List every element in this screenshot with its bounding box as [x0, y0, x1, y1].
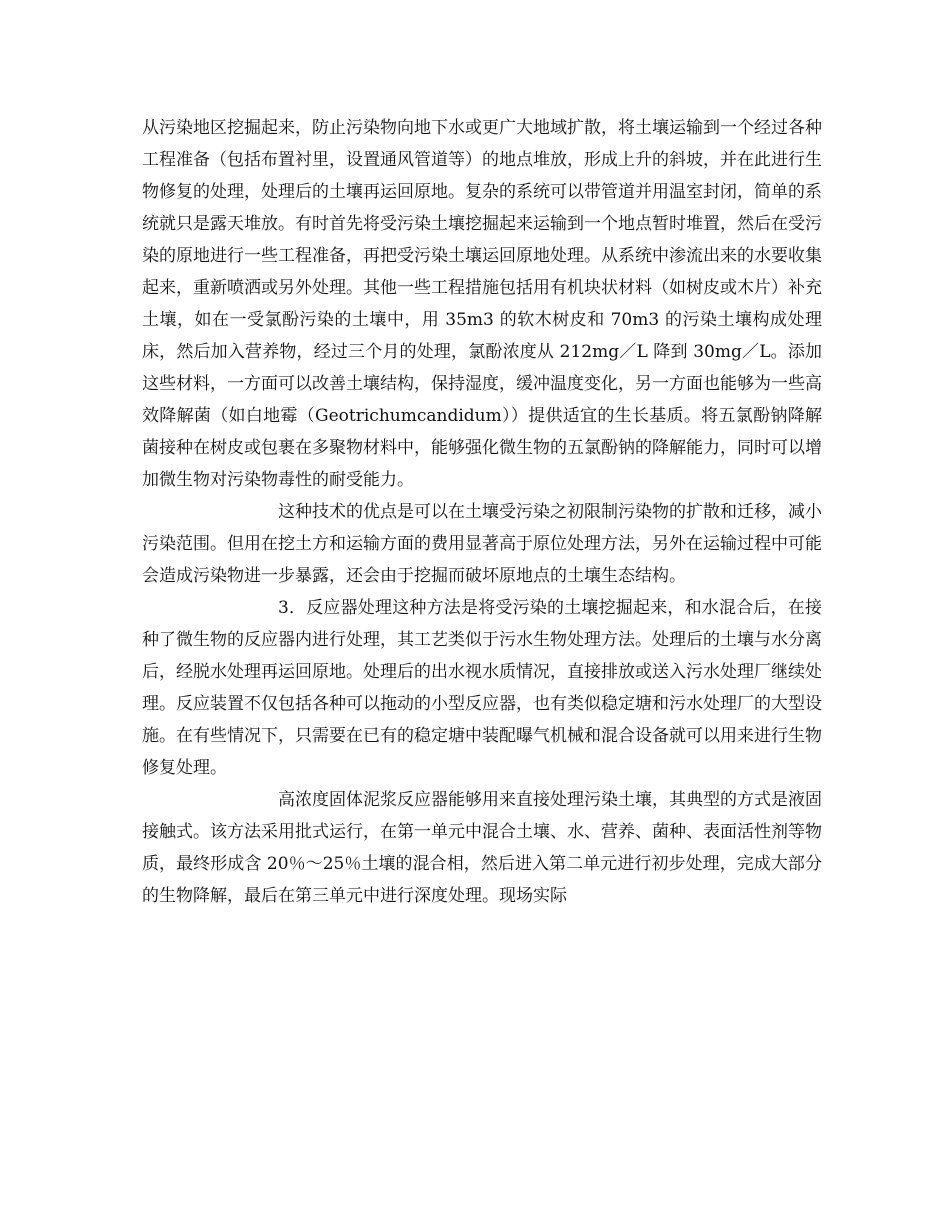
document-body	[142, 112, 822, 912]
paragraph-4: 高浓度固体泥浆反应器能够用来直接处理污染土壤，其典型的方式是液固接触式。该方法采用批式运行，在第一单元中混合土壤、水、营养、菌种、表面活性剂等物质，最终形成含 20％～25％土壤的混合相，然后进入第二单元进行初步处理，完成大部分的生物降解，最后在第三单元中进行深度处理。现场实际	[142, 790, 822, 906]
paragraph-1: 从污染地区挖掘起来，防止污染物向地下水或更广大地域扩散，将土壤运输到一个经过各种工程准备（包括布置衬里，设置通风管道等）的地点堆放，形成上升的斜坡，并在此进行生物修复的处理，处理后的土壤再运回原地。复杂的系统可以带管道并用温室封闭，简单的系统就只是露天堆放。有时首先将受污染土壤挖掘起来运输到一个地点暂时堆置，然后在受污染的原地进行一些工程准备，再把受污染土壤运回原地处理。从系统中渗流出来的水要收集起来，重新喷洒或另外处理。其他一些工程措施包括用有机块状材料（如树皮或木片）补充土壤，如在一受氯酚污染的土壤中，用 35m3 的软木树皮和 70m3 的污染土壤构成处理床，然后加入营养物，经过三个月的处理，氯酚浓度从 212mg／L 降到 30mg／L。添加这些材料，一方面可以改善土壤结构，保持湿度，缓冲温度变化，另一方面也能够为一些高效降解菌（如白地霉（Geotrichumcandidum））提供适宜的生长基质。将五氯酚钠降解菌接种在树皮或包裹在多聚物材料中，能够强化微生物的五氯酚钠的降解能力，同时可以增加微生物对污染物毒性的耐受能力。	[142, 118, 822, 490]
paragraph-3: 3．反应器处理这种方法是将受污染的土壤挖掘起来，和水混合后，在接种了微生物的反应器内进行处理，其工艺类似于污水生物处理方法。处理后的土壤与水分离后，经脱水处理再运回原地。处理后的出水视水质情况，直接排放或送入污水处理厂继续处理。反应装置不仅包括各种可以拖动的小型反应器，也有类似稳定塘和污水处理厂的大型设施。在有些情况下，只需要在已有的稳定塘中装配曝气机械和混合设备就可以用来进行生物修复处理。	[142, 598, 822, 778]
paragraph-2: 这种技术的优点是可以在土壤受污染之初限制污染物的扩散和迁移，减小污染范围。但用在挖土方和运输方面的费用显著高于原位处理方法，另外在运输过程中可能会造成污染物进一步暴露，还会由于挖掘而破坏原地点的土壤生态结构。	[142, 502, 822, 586]
